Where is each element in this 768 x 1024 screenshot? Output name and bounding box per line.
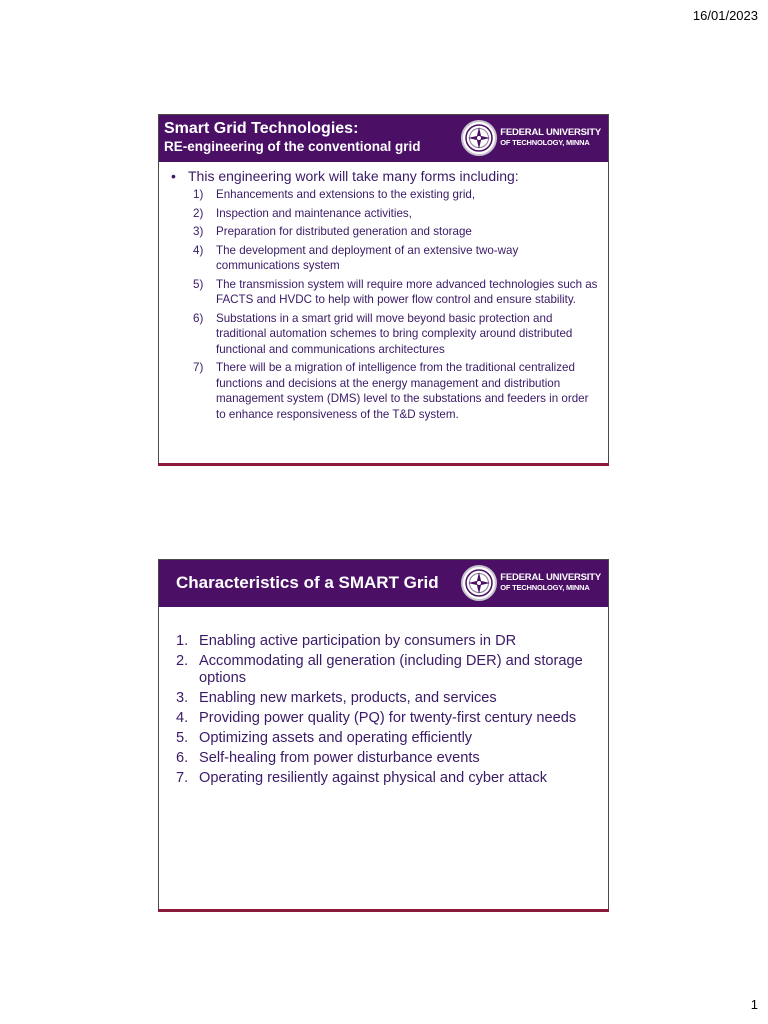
- university-logo-text: [500, 573, 601, 593]
- logo-line-2: OF TECHNOLOGY, MINNA: [500, 138, 590, 147]
- university-seal-icon: [461, 120, 497, 156]
- list-item-marker: 6.: [176, 750, 189, 766]
- list-item: [193, 187, 598, 203]
- slide-2-header: [159, 560, 608, 607]
- logo-line-1: FEDERAL UNIVERSITY: [500, 572, 601, 583]
- list-item: [176, 710, 596, 727]
- slide-2-bottom-bar: [158, 909, 609, 912]
- slide-1-bullet: [171, 168, 598, 185]
- list-item-text: Enabling new markets, products, and services: [199, 690, 497, 706]
- list-item-text: There will be a migration of intelligence from the traditional centralized functions and decisions at the energy management and distribution management system (DMS) level to the substations and feeders in order to enhance responsiveness of the T&D system.: [216, 361, 589, 421]
- list-item-text: Operating resiliently against physical and cyber attack: [199, 770, 547, 786]
- list-item-text: Enabling active participation by consumers in DR: [199, 633, 517, 649]
- list-item-text: Preparation for distributed generation and storage: [216, 225, 472, 238]
- list-item-marker: 7): [193, 361, 204, 374]
- page-date: 16/01/2023: [692, 8, 758, 23]
- list-item-marker: 2.: [176, 653, 189, 669]
- list-item: [193, 224, 598, 240]
- bullet-icon: •: [171, 168, 176, 184]
- list-item-marker: 5): [193, 277, 204, 291]
- logo-line-2: OF TECHNOLOGY, MINNA: [500, 583, 590, 592]
- list-item-marker: 2): [193, 206, 204, 220]
- page-number: 1: [750, 997, 758, 1012]
- list-item: [193, 243, 598, 274]
- list-item-marker: 6): [193, 311, 204, 325]
- list-item-text: Substations in a smart grid will move beyond basic protection and traditional automation schemes to bring complexity around distributed functional and communications architectures: [216, 311, 573, 356]
- list-item: [176, 750, 596, 767]
- slide-1-header: [159, 115, 608, 162]
- list-item-marker: 3): [193, 225, 204, 238]
- list-item-text: Providing power quality (PQ) for twenty-first century needs: [199, 710, 577, 726]
- list-item-text: Inspection and maintenance activities,: [216, 206, 412, 220]
- list-item-marker: 7.: [176, 770, 189, 786]
- list-item: [176, 633, 596, 650]
- list-item-text: The transmission system will require more advanced technologies such as FACTS and HVDC to help with power flow control and ensure stability.: [216, 277, 598, 306]
- slide-1-body: [159, 162, 608, 422]
- list-item-text: Accommodating all generation (including DER) and storage options: [199, 653, 583, 686]
- list-item: [176, 690, 596, 707]
- slide-1-subtitle: RE-engineering of the conventional grid: [164, 139, 421, 154]
- list-item: [193, 360, 598, 422]
- list-item-marker: 4): [193, 243, 204, 257]
- university-logo: [461, 562, 601, 604]
- list-item-text: The development and deployment of an extensive two-way communications system: [216, 243, 519, 272]
- list-item-marker: 1.: [176, 633, 189, 649]
- slide-1-bullet-text: This engineering work will take many forms including:: [188, 168, 519, 184]
- slide-2-list: [176, 633, 596, 787]
- university-seal-icon: [461, 565, 497, 601]
- logo-line-1: FEDERAL UNIVERSITY: [500, 127, 601, 138]
- list-item: [193, 277, 598, 308]
- slide-1: [158, 114, 609, 463]
- list-item-text: Optimizing assets and operating efficiently: [199, 730, 473, 746]
- list-item: [193, 311, 598, 358]
- list-item-marker: 4.: [176, 710, 189, 726]
- list-item: [193, 206, 598, 222]
- slide-2: [158, 559, 609, 909]
- slide-2-body: [159, 607, 608, 787]
- list-item-marker: 5.: [176, 730, 189, 746]
- university-logo: [461, 117, 601, 159]
- list-item-marker: 3.: [176, 690, 189, 706]
- list-item-marker: 1): [193, 188, 204, 201]
- university-logo-text: [500, 128, 601, 148]
- list-item: [176, 730, 596, 747]
- slide-2-title: Characteristics of a SMART Grid: [176, 573, 439, 592]
- slide-1-list: [169, 187, 598, 422]
- list-item-text: Self-healing from power disturbance events: [199, 750, 480, 766]
- list-item: [176, 653, 596, 687]
- list-item: [176, 770, 596, 787]
- slide-1-title-block: [164, 119, 421, 155]
- slide-1-title: Smart Grid Technologies:: [164, 120, 359, 137]
- slide-1-bottom-bar: [158, 463, 609, 466]
- list-item-text: Enhancements and extensions to the existing grid,: [216, 188, 476, 201]
